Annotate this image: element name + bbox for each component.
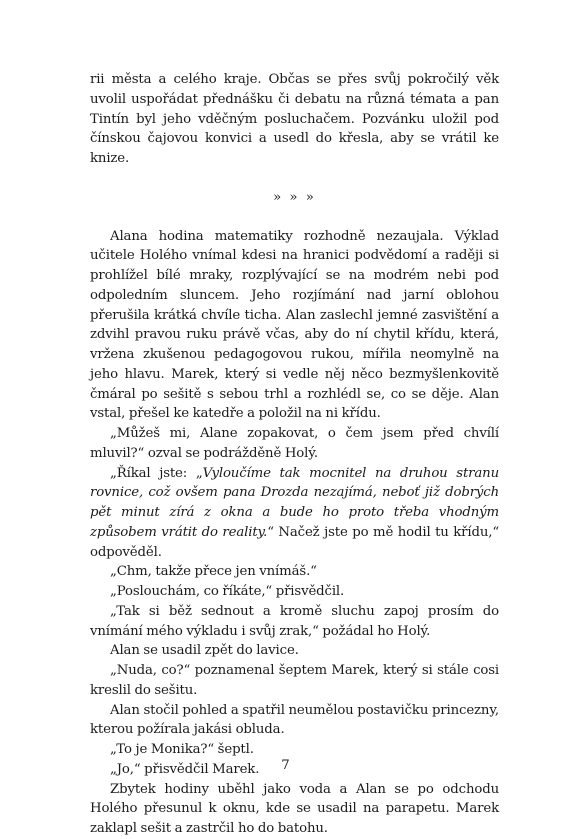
paragraph: „Můžeš mi, Alane zopakovat, o čem jsem před chvílí mluvil?“ ozval se podrážděně Holý.: [90, 426, 499, 461]
paragraph: „To je Monika?“ šeptl.: [110, 742, 254, 757]
text-block-top: [90, 70, 499, 169]
paragraph: rii města a celého kraje. Občas se přes svůj pokročilý věk uvolil uspořádat přednášku či debatu na různá témata a pan Tintín byl jeho vděčným posluchačem. Pozvánku uložil pod čínskou čajovou konvici a usedl do křesla, aby se vrátil ke knize.: [90, 72, 499, 166]
quoted-speech: Vyloučíme tak mocnitel na druhou stranu rovnice, což ovšem pana Drozda nezajímá, neboť již dobrých pět minut zírá z okna a bude ho proto třeba vhodným způsobem vrátit do reality.: [90, 465, 499, 540]
quote-open: „Říkal jste: „: [110, 465, 203, 481]
paragraph: „Nuda, co?“ poznamenal šeptem Marek, který si stále cosi kreslil do sešitu.: [90, 663, 499, 698]
section-separator: » » »: [273, 189, 316, 205]
paragraph: Alan se usadil zpět do lavice.: [110, 643, 299, 659]
text-block-main: [90, 227, 499, 839]
paragraph: Alana hodina matematiky rozhodně nezaujala. Výklad učitele Holého vnímal kdesi na hranici podvědomí a raději si prohlížel bílé mraky, rozplývající se na modrém nebi pod odpoledním sluncem. Jeho rozjímání nad jarní oblohou přerušila krátká chvíle ticha. Alan zaslechl jemné zasvištění a zdvihl pravou ruku právě včas, aby do ní chytil křídu, která, vržena zkušenou pedagogovou rukou, mířila neomylně na jeho hlavu. Marek, který si vedle něj něco bezmyšlenkovitě čmáral po sešitě s sebou trhl a rozhlédl se, co se děje. Alan vstal, přešel ke katedře a položil na ni křídu.: [90, 228, 499, 422]
paragraph: Zbytek hodiny uběhl jako voda a Alan se po odchodu Holého přesunul k oknu, kde se usadil na parapetu. Marek zaklapl sešit a zastrčil ho do batohu.: [90, 781, 499, 836]
paragraph: „Jo,“ přisvědčil Marek.: [110, 761, 260, 777]
paragraph-with-quote: [90, 464, 499, 563]
paragraph: „Poslouchám, co říkáte,“ přisvědčil.: [110, 584, 345, 599]
paragraph: „Chm, takže přece jen vnímáš.“: [110, 564, 317, 580]
page-body: [90, 70, 499, 839]
page-number: 7: [281, 758, 290, 773]
paragraph: Alan stočil pohled a spatřil neumělou postavičku princezny, kterou požírala jakási obluda.: [90, 702, 499, 738]
paragraph: „Tak si běž sednout a kromě sluchu zapoj prosím do vnímání mého výkladu i svůj zrak,“ požádal ho Holý.: [90, 603, 499, 639]
quote-close: “ Načež jste po mě hodil tu křídu,“ odpověděl.: [90, 524, 499, 560]
